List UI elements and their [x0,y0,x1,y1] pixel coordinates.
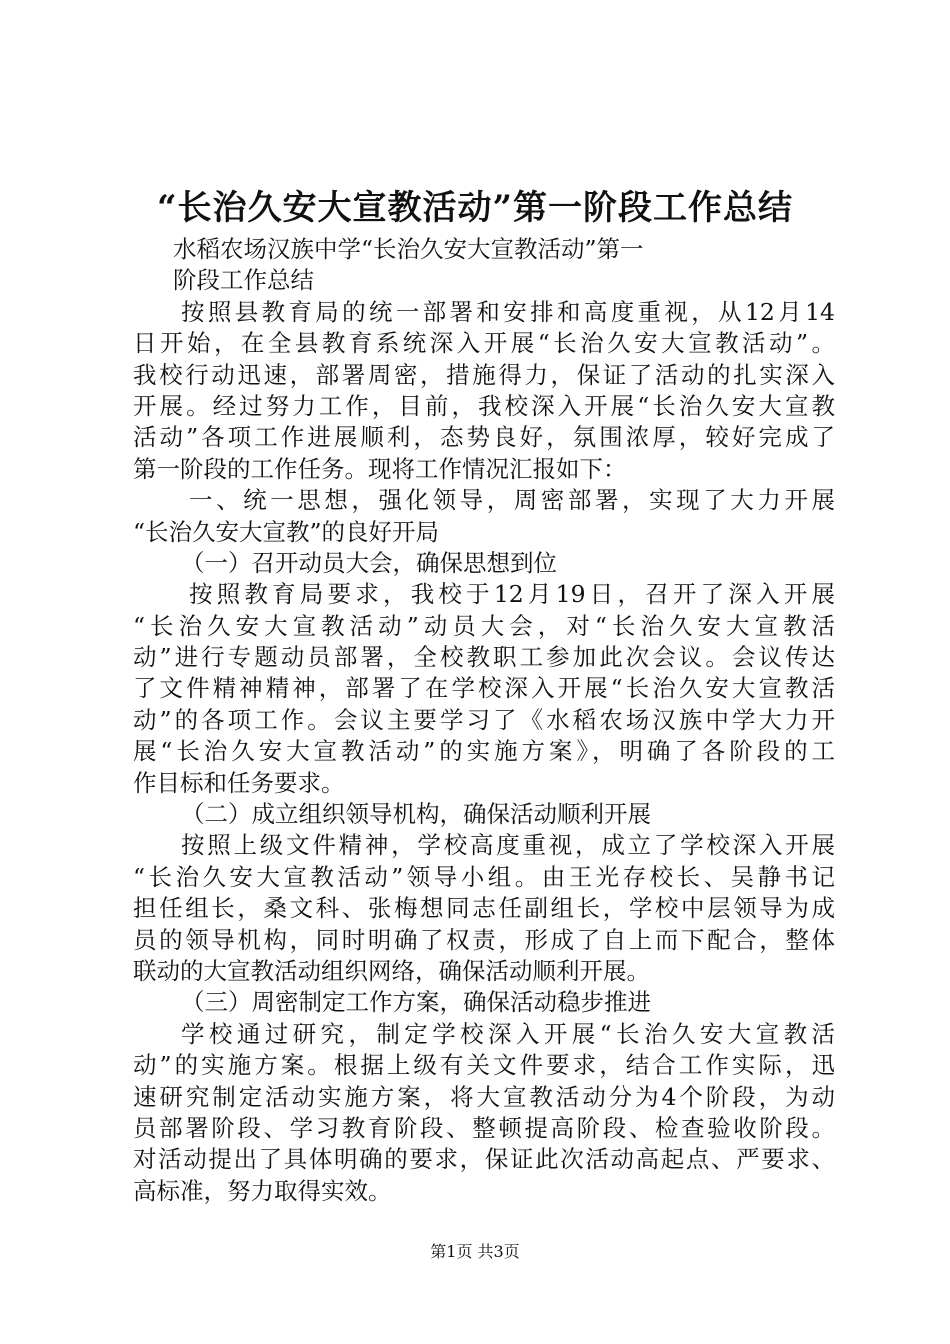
body-text-line: 担任组长，桑文科、张梅想同志任副组长，学校中层领导为成 [133,894,835,923]
document-title: “长治久安大宣教活动”第一阶段工作总结 [156,188,794,228]
body-text-line: 高标准，努力取得实效。 [133,1176,392,1205]
body-text-line: （三）周密制定工作方案，确保活动稳步推进 [181,988,651,1017]
body-text-line: 联动的大宣教活动组织网络，确保活动顺利开展。 [133,956,650,985]
body-text-line: 了文件精神精神，部署了在学校深入开展“长治久安大宣教活 [133,674,835,703]
body-text-line: 作目标和任务要求。 [133,768,345,797]
page-footer: 第1页 共3页 [430,1242,520,1261]
body-text-line: “长治久安大宣教”的良好开局 [133,517,440,546]
body-text-line: 活动”各项工作进展顺利，态势良好，氛围浓厚，较好完成了 [133,423,835,452]
body-text-line: 动”的各项工作。会议主要学习了《水稻农场汉族中学大力开 [133,705,835,734]
body-text-line: 阶段工作总结 [173,266,314,295]
body-text-line: “长治久安大宣教活动”动员大会，对“长治久安大宣教活 [133,611,835,640]
body-text-line: 一、统一思想，强化领导，周密部署，实现了大力开展 [189,486,835,515]
body-text-line: 员部署阶段、学习教育阶段、整顿提高阶段、检查验收阶段。 [133,1113,835,1142]
body-text-line: “长治久安大宣教活动”领导小组。由王光存校长、吴静书记 [133,862,835,891]
body-text-line: （二）成立组织领导机构，确保活动顺利开展 [181,800,651,829]
body-text-line: 员的领导机构，同时明确了权责，形成了自上而下配合，整体 [133,925,835,954]
body-text-line: 动”的实施方案。根据上级有关文件要求，结合工作实际，迅 [133,1051,835,1080]
body-text-line: 日开始，在全县教育系统深入开展“长治久安大宣教活动”。 [133,329,835,358]
body-text-line: 展“长治久安大宣教活动”的实施方案》，明确了各阶段的工 [133,737,835,766]
body-text-line: 第一阶段的工作任务。现将工作情况汇报如下： [133,454,627,483]
body-text-line: （一）召开动员大会，确保思想到位 [181,548,557,577]
body-text-line: 水稻农场汉族中学“长治久安大宣教活动”第一 [173,235,644,263]
body-text-line: 按照县教育局的统一部署和安排和高度重视，从12月14 [181,297,835,326]
body-text-line: 按照上级文件精神，学校高度重视，成立了学校深入开展 [181,831,835,860]
body-text-line: 按照教育局要求，我校于12月19日，召开了深入开展 [189,580,835,609]
body-text-line: 开展。经过努力工作，目前，我校深入开展“长治久安大宣教 [133,391,835,420]
body-text-line: 我校行动迅速，部署周密，措施得力，保证了活动的扎实深入 [133,360,835,389]
body-text-line: 学校通过研究，制定学校深入开展“长治久安大宣教活 [181,1019,835,1048]
document-body [133,234,835,1207]
body-text-line: 速研究制定活动实施方案，将大宣教活动分为4个阶段，为动 [133,1082,835,1111]
body-text-line: 动”进行专题动员部署，全校教职工参加此次会议。会议传达 [133,643,835,672]
body-text-line: 对活动提出了具体明确的要求，保证此次活动高起点、严要求、 [133,1145,835,1174]
